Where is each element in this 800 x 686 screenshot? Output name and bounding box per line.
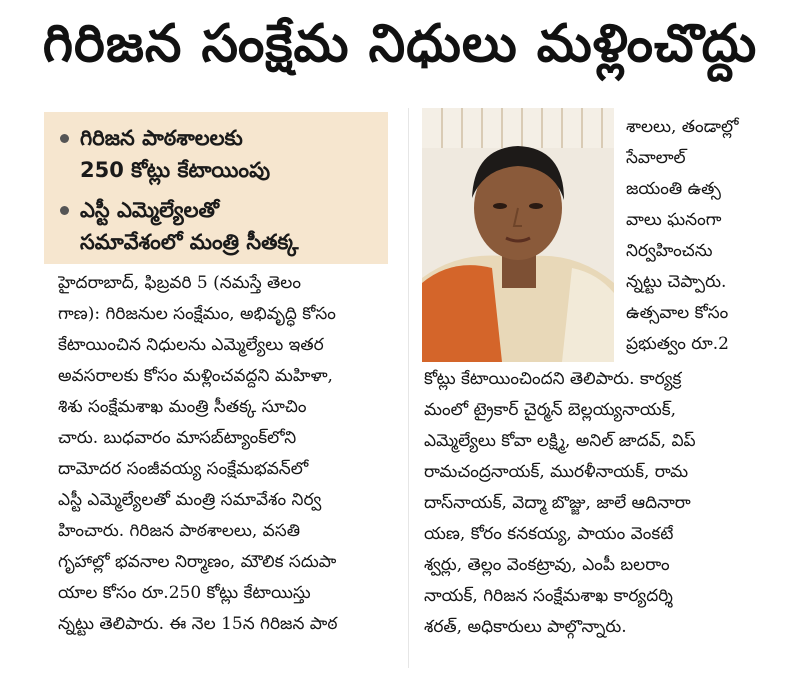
article-left-column (58, 268, 392, 640)
article-line: కోట్లు కేటాయించిందని తెలిపారు. కార్యక్ర (424, 369, 682, 389)
article-line: నిర్వహించను (626, 241, 713, 261)
article-line: మంలో ట్రైకార్ చైర్మన్ బెల్లయ్యనాయక్, (424, 400, 676, 420)
article-right-narrow-column (626, 112, 776, 360)
article-line: ప్రభుత్వం రూ.2 (626, 334, 729, 354)
article-line: శిశు సంక్షేమశాఖ మంత్రి సీతక్క సూచిం (58, 397, 307, 417)
highlight-box (44, 112, 388, 264)
bullet-dot-icon (60, 134, 69, 143)
article-line: వాలు ఘనంగా (626, 210, 722, 230)
highlight-bullet-1 (58, 122, 378, 186)
article-line: నాయక్, గిరిజన సంక్షేమశాఖ కార్యదర్శి (424, 586, 673, 606)
article-line: న్నట్టు చెప్పారు. (626, 272, 727, 292)
article-line: గాణ): గిరిజనుల సంక్షేమం, అభివృద్ధి కోసం (58, 304, 336, 324)
article-right-wide-column (424, 364, 778, 643)
article-line: సేవాలాల్ (626, 148, 686, 168)
article-line: ఎస్టీ ఎమ్మెల్యేలతో మంత్రి సమావేశం నిర్వ (58, 490, 322, 510)
article-line: దామోదర సంజీవయ్య సంక్షేమభవన్‌లో (58, 459, 309, 479)
highlight-line: గిరిజన పాఠశాలలకు (80, 126, 243, 150)
article-line: శ్వర్లు, తెల్లం వెంకట్రావు, ఎంపీ బలరాం (424, 555, 670, 575)
article-line: కేటాయించిన నిధులను ఎమ్మెల్యేలు ఇతర (58, 335, 324, 355)
article-line: చారు. బుధవారం మాసబ్‌ట్యాంక్‌లోని (58, 428, 297, 448)
article-line: రామచంద్రనాయక్, మురళీనాయక్, రామ (424, 462, 689, 482)
portrait-illustration (422, 108, 614, 362)
article-line: న్నట్టు తెలిపారు. ఈ నెల 15న గిరిజన పాఠ (58, 614, 338, 634)
minister-photo (422, 108, 614, 362)
article-line: జయంతి ఉత్స (626, 179, 721, 199)
article-line: హైదరాబాద్, ఫిబ్రవరి 5 (నమస్తే తెలం (58, 273, 301, 293)
article-line: ఉత్సవాల కోసం (626, 303, 729, 323)
article-line: ఎమ్మెల్యేలు కోవా లక్ష్మి, అనిల్ జాదవ్, విప్ (424, 431, 696, 451)
article-line: దాస్‌నాయక్, వెద్మా బొజ్జు, జాలే ఆదినారా (424, 493, 691, 513)
highlight-line: 250 కోట్లు కేటాయింపు (80, 158, 271, 182)
article-line: గృహాల్లో భవనాల నిర్మాణం, మౌలిక సదుపా (58, 552, 337, 572)
headline: గిరిజన సంక్షేమ నిధులు మళ్లించొద్దు (42, 13, 758, 74)
highlight-bullet-2 (58, 194, 378, 258)
article-line: యణ, కోరం కనకయ్య, పాయం వెంకటే (424, 524, 674, 544)
article-line: హించారు. గిరిజన పాఠశాలలు, వసతి (58, 521, 300, 541)
bullet-dot-icon (60, 206, 69, 215)
highlight-line: సమావేశంలో మంత్రి సీతక్క (80, 230, 299, 254)
article-line: యాల కోసం రూ.250 కోట్లు కేటాయిస్తు (58, 583, 311, 603)
highlight-line: ఎస్టీ ఎమ్మెల్యేలతో (80, 198, 219, 222)
article-line: శరత్, అధికారులు పాల్గొన్నారు. (424, 617, 627, 637)
column-divider (408, 108, 409, 668)
article-line: శాలలు, తండాల్లో (626, 117, 739, 137)
article-line: అవసరాలకు కోసం మళ్లించవద్దని మహిళా, (58, 366, 333, 386)
